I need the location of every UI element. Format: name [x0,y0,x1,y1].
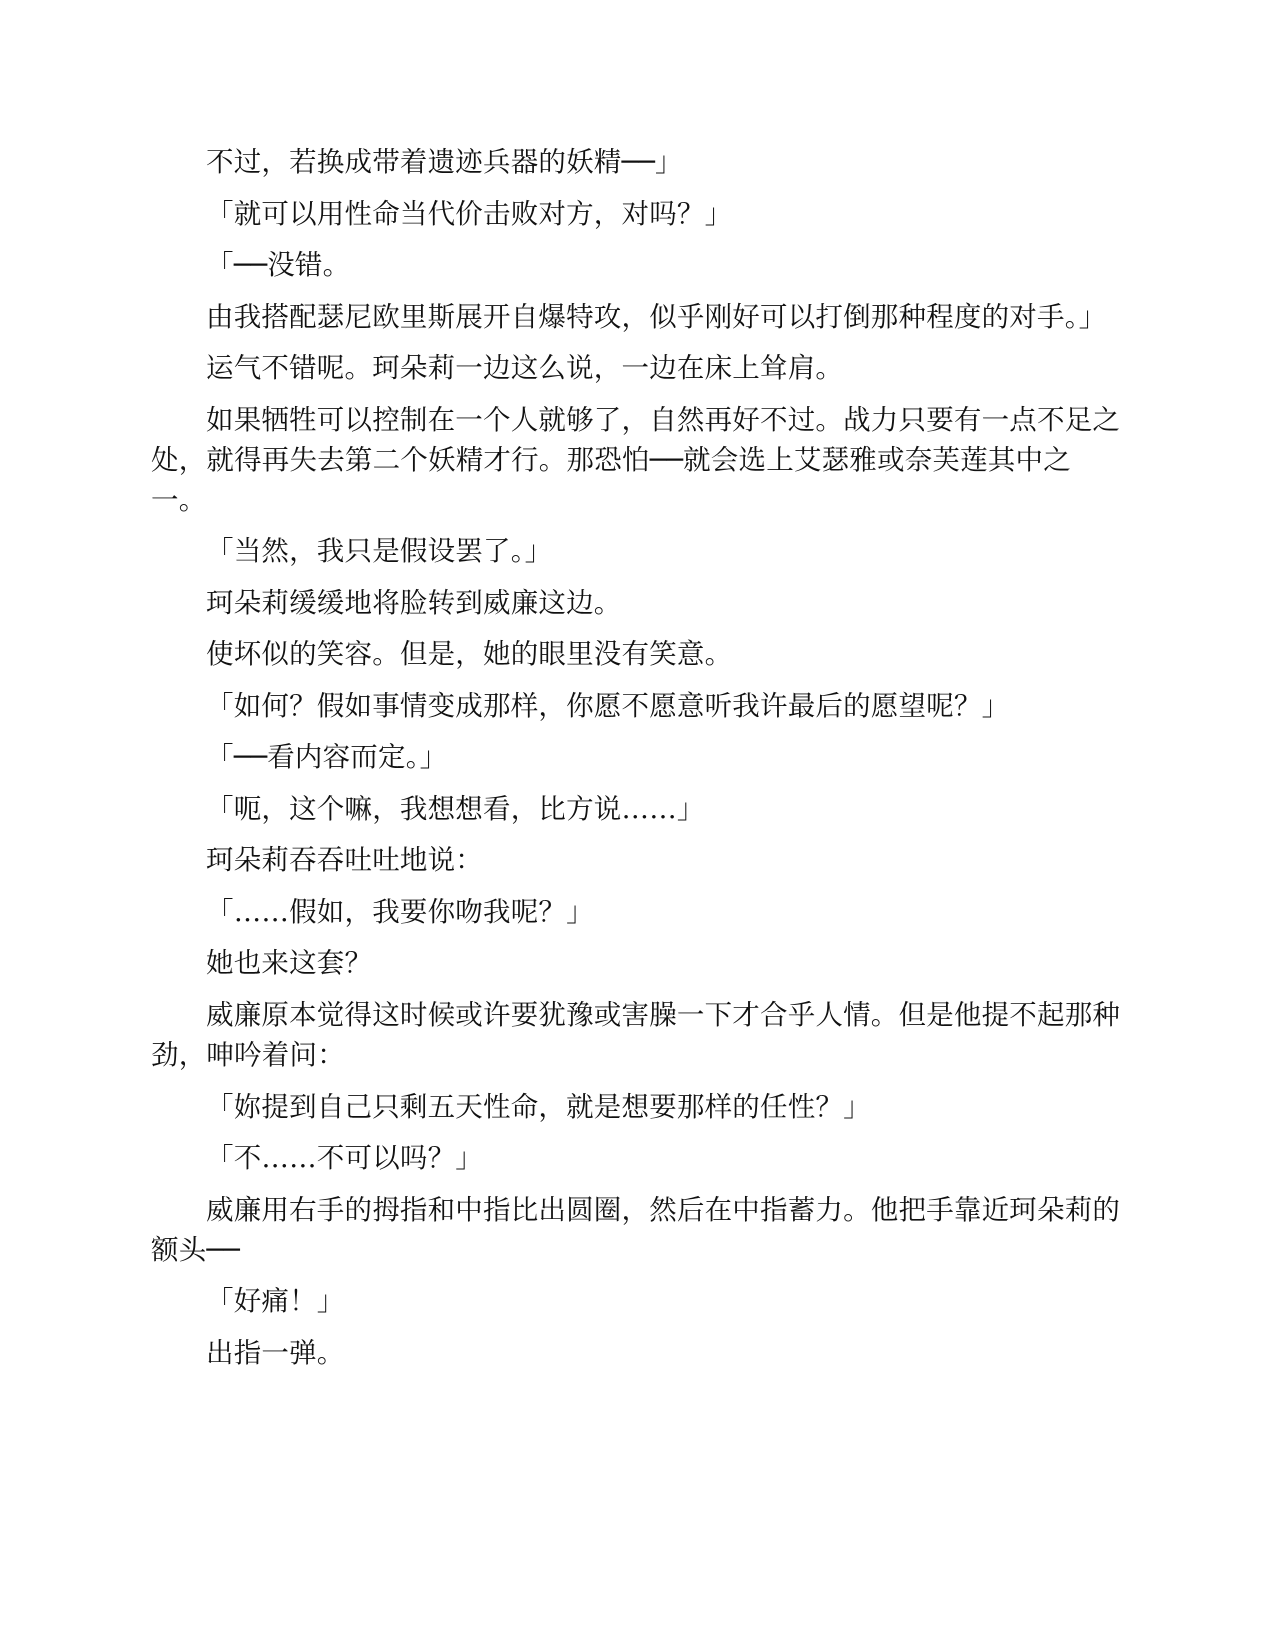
paragraph: 由我搭配瑟尼欧里斯展开自爆特攻，似乎刚好可以打倒那种程度的对手。」 [206,300,1107,333]
paragraph: 「呃，这个嘛，我想想看，比方说……」 [206,792,705,825]
paragraph: 威廉原本觉得这时候或许要犹豫或害臊一下才合乎人情。但是他提不起那种劲，呻吟着问： [151,998,1121,1072]
paragraph: 出指一弹。 [206,1336,345,1369]
document-page [151,142,1121,1384]
paragraph: 「妳提到自己只剩五天性命，就是想要那样的任性？」 [206,1090,871,1123]
paragraph: 如果牺牲可以控制在一个人就够了，自然再好不过。战力只要有一点不足之处，就得再失去第二个妖精才行。那恐怕──就会选上艾瑟雅或奈芙莲其中之一。 [151,403,1121,516]
paragraph: 威廉用右手的拇指和中指比出圆圈，然后在中指蓄力。他把手靠近珂朵莉的额头── [151,1193,1121,1266]
paragraph: 「──看内容而定。」 [206,741,448,774]
paragraph: 「就可以用性命当代价击败对方，对吗？」 [206,197,733,230]
paragraph: 不过，若换成带着遗迹兵器的妖精──」 [206,146,683,178]
paragraph: 珂朵莉吞吞吐吐地说： [206,844,483,877]
paragraph: 「当然，我只是假设罢了。」 [206,535,553,568]
paragraph: 珂朵莉缓缓地将脸转到威廉这边。 [206,586,622,619]
paragraph: 运气不错呢。珂朵莉一边这么说，一边在床上耸肩。 [206,352,844,384]
paragraph: 「……假如，我要你吻我呢？」 [206,895,594,928]
paragraph: 「──没错。 [206,249,351,281]
paragraph: 使坏似的笑容。但是，她的眼里没有笑意。 [206,638,733,671]
paragraph: 她也来这套？ [206,947,373,980]
paragraph: 「好痛！」 [206,1285,345,1318]
paragraph: 「不……不可以吗？」 [206,1142,483,1175]
paragraph: 「如何？假如事情变成那样，你愿不愿意听我许最后的愿望呢？」 [206,689,1010,722]
